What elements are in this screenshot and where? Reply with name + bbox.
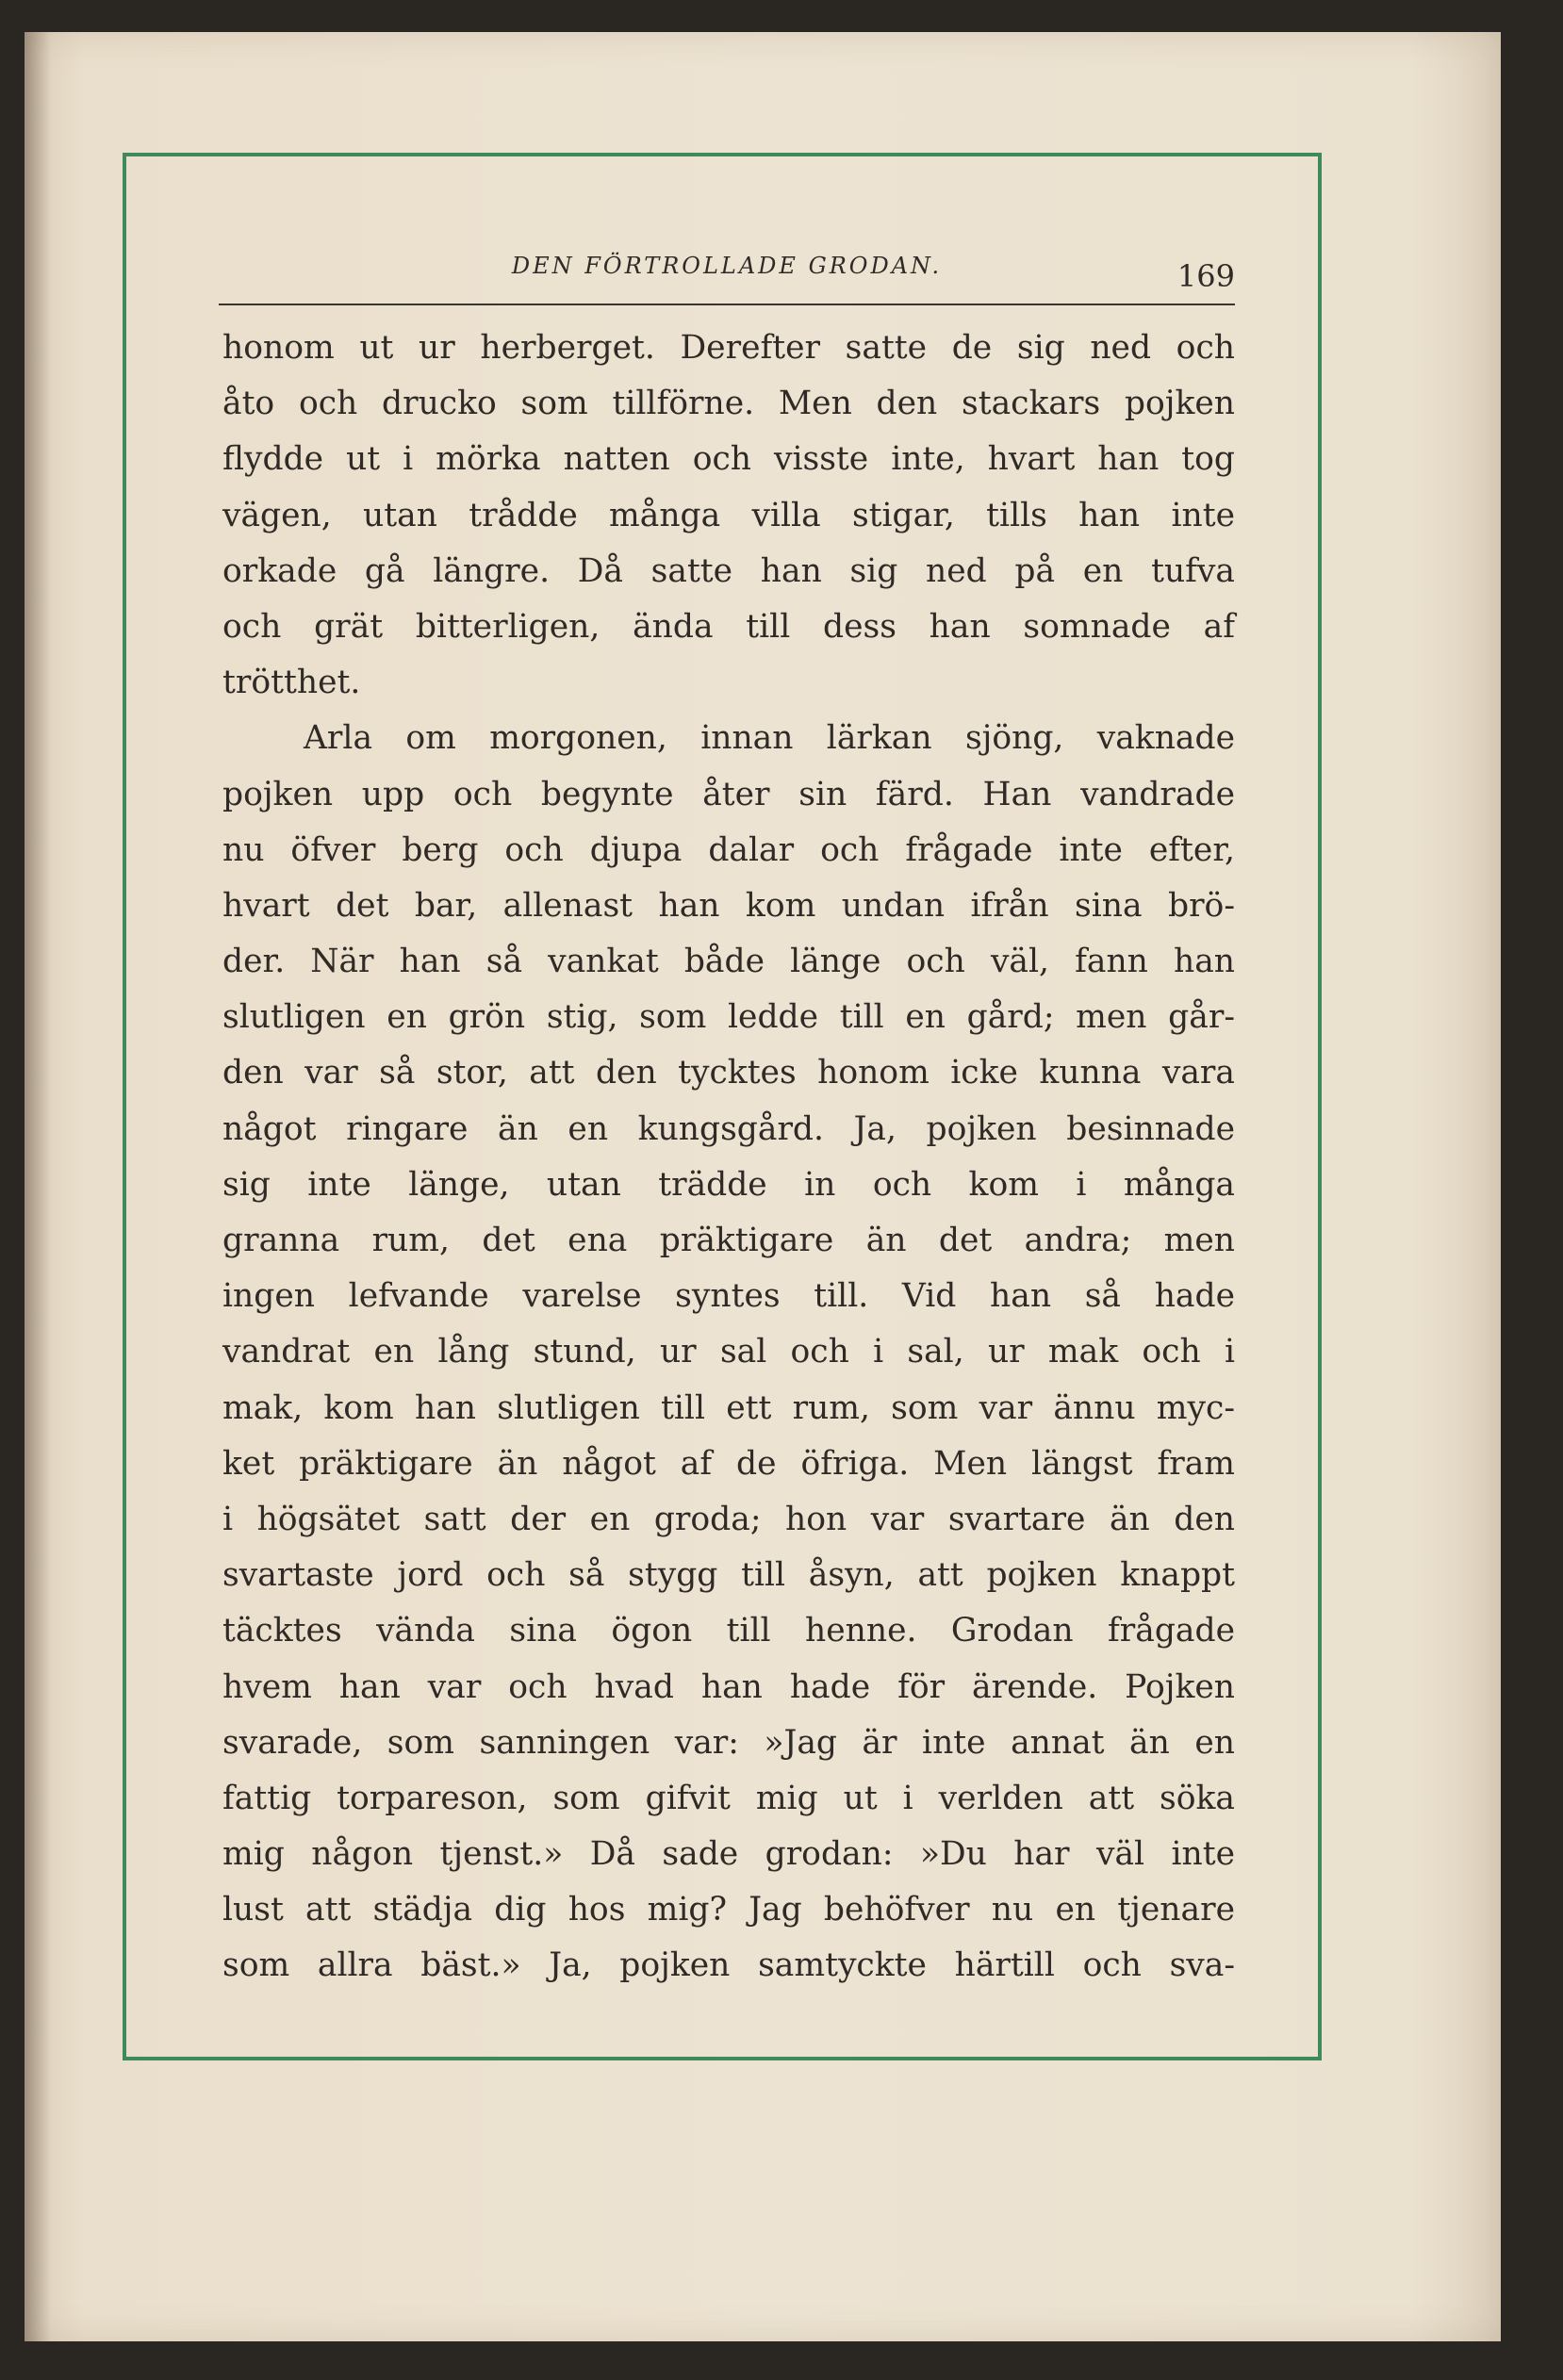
- text-line: mig någon tjenst.» Då sade grodan: »Du har väl inte: [222, 1835, 1235, 1874]
- spine-shadow: [25, 32, 51, 2341]
- text-line: svartaste jord och så stygg till åsyn, att pojken knappt: [222, 1556, 1235, 1595]
- text-line: vägen, utan trådde många villa stigar, tills han inte: [222, 496, 1235, 534]
- text-line: flydde ut i mörka natten och visste inte, hvart han tog: [222, 440, 1235, 479]
- text-line: slutligen en grön stig, som ledde till en gård; men går-: [222, 998, 1235, 1037]
- text-line: ket präktigare än något af de öfriga. Men längst fram: [222, 1444, 1235, 1483]
- text-line: täcktes vända sina ögon till henne. Grodan frågade: [222, 1612, 1235, 1650]
- running-header: [219, 247, 1235, 305]
- text-line: i högsätet satt der en groda; hon var svartare än den: [222, 1500, 1235, 1538]
- text-line: den var så stor, att den tycktes honom icke kunna vara: [222, 1054, 1235, 1092]
- text-line: lust att städja dig hos mig? Jag behöfver nu en tjenare: [222, 1891, 1235, 1929]
- text-line: nu öfver berg och djupa dalar och frågade inte efter,: [222, 830, 1235, 869]
- text-line: och grät bitterligen, ända till dess han somnade af: [222, 607, 1235, 646]
- text-line: granna rum, det ena präktigare än det andra; men: [222, 1222, 1235, 1259]
- text-line: hvem han var och hvad han hade för ärende. Pojken: [222, 1667, 1235, 1706]
- text-line: något ringare än en kungsgård. Ja, pojken besinnade: [222, 1109, 1235, 1148]
- text-line: ingen lefvande varelse syntes till. Vid han så hade: [222, 1277, 1235, 1316]
- paragraph-end-line: trötthet.: [222, 664, 361, 702]
- text-line: hvart det bar, allenast han kom undan ifrån sina brö-: [222, 886, 1235, 925]
- text-line: som allra bäst.» Ja, pojken samtyckte härtill och sva-: [222, 1946, 1235, 1985]
- text-line: fattig torpareson, som gifvit mig ut i verlden att söka: [222, 1779, 1235, 1817]
- page-number: 169: [1176, 258, 1235, 294]
- running-title: DEN FÖRTROLLADE GRODAN.: [511, 253, 943, 279]
- text-line: åto och drucko som tillförne. Men den stackars pojken: [222, 385, 1235, 423]
- text-line: mak, kom han slutligen till ett rum, som var ännu myc-: [222, 1388, 1235, 1427]
- text-line: pojken upp och begynte åter sin färd. Han vandrade: [222, 775, 1235, 813]
- text-line: sig inte länge, utan trädde in och kom i många: [222, 1165, 1235, 1204]
- text-line: honom ut ur herberget. Derefter satte de sig ned och: [222, 329, 1235, 367]
- text-line: der. När han så vankat både länge och väl, fann han: [222, 943, 1235, 981]
- text-line: svarade, som sanningen var: »Jag är inte annat än en: [222, 1723, 1235, 1762]
- text-line: vandrat en lång stund, ur sal och i sal, ur mak och i: [222, 1333, 1235, 1371]
- body-text: [222, 320, 1235, 1994]
- paragraph-start-line: Arla om morgonen, innan lärkan sjöng, vaknade: [304, 719, 1235, 758]
- text-line: orkade gå längre. Då satte han sig ned på en tufva: [222, 551, 1235, 590]
